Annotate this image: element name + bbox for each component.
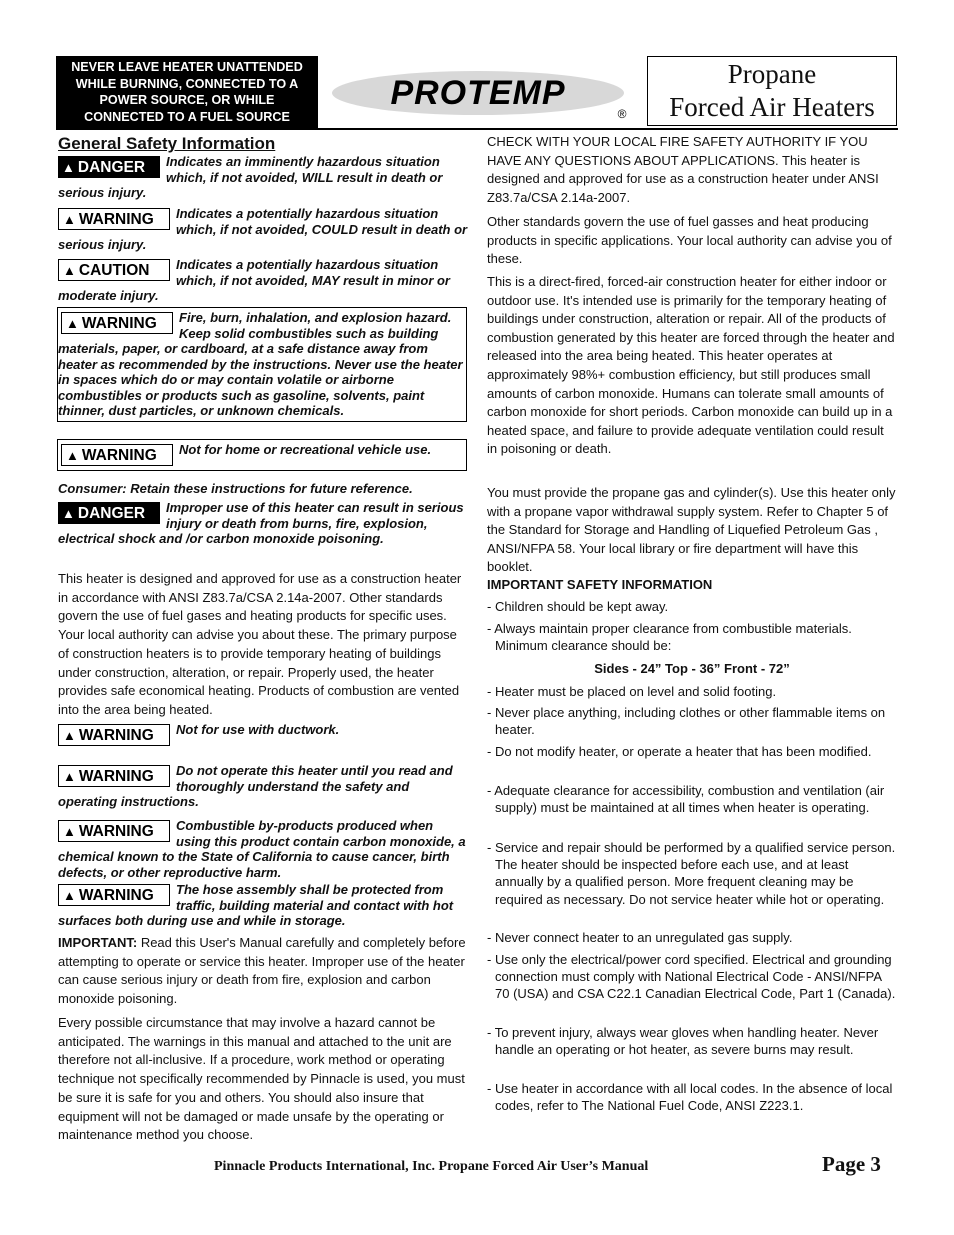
safety-bullet: - Never connect heater to an unregulated gas supply. xyxy=(487,930,793,945)
ductwork-warning: ▲ WARNING Not for use with ductwork. xyxy=(58,722,468,748)
warning-badge: ▲ WARNING xyxy=(58,724,170,746)
important-paragraph: IMPORTANT: Read this User's Manual carefully and completely before attempting to operate or service this heater. Improper use of the heater can cause serious injury or death from fire, explosion and carbon monoxide poisoning. xyxy=(58,935,466,1007)
warning-triangle-icon: ▲ xyxy=(62,160,75,175)
clearance-values: Sides - 24” Top - 36” Front - 72” xyxy=(594,661,790,676)
warning-definition: ▲ WARNING Indicates a potentially hazardous situation which, if not avoided, COULD result in death or serious injury. xyxy=(58,206,468,252)
home-use-warning: ▲ WARNING Not for home or recreational vehicle use. xyxy=(57,439,467,471)
safety-bullet: - Do not modify heater, or operate a heater that has been modified. xyxy=(487,744,872,759)
danger-badge: ▲ DANGER xyxy=(58,156,160,178)
logo-text: PROTEMP xyxy=(390,74,566,112)
important-label: IMPORTANT: xyxy=(58,935,138,950)
registered-mark: ® xyxy=(617,107,627,121)
warning-badge: ▲ WARNING xyxy=(61,312,173,334)
every-circumstance-paragraph: Every possible circumstance that may involve a hazard cannot be anticipated. The warnings in this manual and attached to the unit are therefore not all-inclusive. If a procedure, work method or operating technique not specifically recommended by Pinnacle is used, you must be sure it is safe for you and others. You should also insure that equipment will not be damaged or made unsafe by the operating or maintenance method you choose. xyxy=(58,1015,465,1143)
safety-bullet: - Always maintain proper clearance from combustible materials. Minimum clearance should be: xyxy=(487,621,852,654)
danger-definition: ▲ DANGER Indicates an imminently hazardous situation which, if not avoided, WILL result in death or serious injury. xyxy=(58,154,443,200)
safety-heading: IMPORTANT SAFETY INFORMATION xyxy=(487,577,713,592)
safety-bullet: - Children should be kept away. xyxy=(487,599,669,614)
fire-hazard-warning: ▲ WARNING Fire, burn, inhalation, and explosion hazard. Keep solid combustibles such as building materials, paper, or cardboard, at a safe distance away from heater as recommended by the instructions. Never use the heater in spaces which do or may contain volatile or airborne combustibles or products such as gasoline, solvents, paint thinner, dust particles, or unknown chemicals. xyxy=(57,307,467,422)
footer-text: Pinnacle Products International, Inc. Propane Forced Air User’s Manual xyxy=(214,1159,649,1174)
warning-line: POWER SOURCE, OR WHILE xyxy=(99,93,275,107)
direct-fired-paragraph: This is a direct-fired, forced-air construction heater for either indoor or outdoor use. It's intended use is primarily for the temporary heating of buildings under construction, alteration or repair. All of the products of combustion generated by this heater are forced through the heater and released into the area being heated. This heater operates at approximately 98%+ combustion efficiency, but still produces small amounts of carbon monoxide. Humans can tolerate small amounts of carbon monoxide for short periods. Carbon monoxide can build up in a heated space, and failure to provide adequate ventilation could result in poisoning or death. xyxy=(487,274,895,457)
warning-line: WHILE BURNING, CONNECTED TO A xyxy=(75,76,299,91)
warning-line: NEVER LEAVE HEATER UNATTENDED xyxy=(71,60,303,74)
propane-supply-paragraph: You must provide the propane gas and cylinder(s). Use this heater only with a propane vapor withdrawal supply system. Refer to Chapter 5 of the Standard for Storage and Handling of Liquefied Petroleum Gas , ANSI/NFPA 58. Your local library or fire department will have this booklet. xyxy=(487,485,896,575)
carbon-monoxide-warning: ▲ WARNING Combustible by-products produced when using this product contain carbon monoxide, a chemical known to the State of California to cause cancer, birth defects, or other reproductive harm. xyxy=(58,818,466,880)
protemp-logo xyxy=(330,66,635,122)
caution-badge: ▲ CAUTION xyxy=(58,259,170,281)
page-number: Page 3 xyxy=(822,1152,881,1176)
standards-paragraph: Other standards govern the use of fuel gasses and heat producing products in specific applications. Your local authority can advise you of these. xyxy=(487,214,892,267)
danger-badge: ▲ DANGER xyxy=(58,502,160,524)
section-title: General Safety Information xyxy=(58,134,276,153)
title-line: Forced Air Heaters xyxy=(669,92,875,122)
warning-badge: ▲ WARNING xyxy=(61,444,173,466)
warning-triangle-icon: ▲ xyxy=(63,824,76,839)
safety-bullet: - Use only the electrical/power cord specified. Electrical and grounding connection must comply with National Electrical Code - ANSI/NFPA 70 (USA) and CSA C22.1 Canadian Electrical Code, Part 1 (Canada). xyxy=(487,952,896,1002)
caution-definition: ▲ CAUTION Indicates a potentially hazardous situation which, if not avoided, MAY result in minor or moderate injury. xyxy=(58,257,450,303)
warning-triangle-icon: ▲ xyxy=(62,506,75,521)
hose-assembly-warning: ▲ WARNING The hose assembly shall be protected from traffic, building material and contact with hot surfaces both during use and while in storage. xyxy=(58,882,454,928)
warning-badge: ▲ WARNING xyxy=(58,820,170,842)
warning-line: CONNECTED TO A FUEL SOURCE xyxy=(84,109,290,124)
improper-use-danger: ▲ DANGER Improper use of this heater can result in serious injury or death from burns, fire, explosion, electrical shock and /or carbon monoxide poisoning. xyxy=(58,500,464,546)
safety-bullet: - Service and repair should be performed by a qualified service person. The heater should be inspected before each use, and at least annually by a qualified person. More frequent cleaning may be required as necessary. Do not service heater while hot or operating. xyxy=(487,840,896,907)
safety-bullet: - Use heater in accordance with all local codes. In the absence of local codes, refer to The National Fuel Code, ANSI Z223.1. xyxy=(487,1081,893,1114)
safety-bullet: - Adequate clearance for accessibility, combustion and ventilation (air supply) must be maintained at all times when heater is operating. xyxy=(487,783,885,816)
safety-bullet: - Heater must be placed on level and solid footing. xyxy=(487,684,777,699)
unattended-warning-box xyxy=(56,56,318,128)
warning-triangle-icon: ▲ xyxy=(63,728,76,743)
warning-badge: ▲ WARNING xyxy=(58,884,170,906)
warning-triangle-icon: ▲ xyxy=(63,212,76,227)
warning-triangle-icon: ▲ xyxy=(63,888,76,903)
warning-triangle-icon: ▲ xyxy=(63,769,76,784)
safety-bullet: - Never place anything, including clothes or other flammable items on heater. xyxy=(487,705,886,738)
warning-triangle-icon: ▲ xyxy=(66,316,79,331)
document-title xyxy=(647,56,897,126)
title-line: Propane xyxy=(727,59,817,89)
safety-bullet: - To prevent injury, always wear gloves when handling heater. Never handle an operating or hot heater, as severe burns may result. xyxy=(487,1025,879,1058)
consumer-note: Consumer: Retain these instructions for future reference. xyxy=(58,481,413,496)
fire-authority-paragraph: CHECK WITH YOUR LOCAL FIRE SAFETY AUTHORITY IF YOU HAVE ANY QUESTIONS ABOUT APPLICATIONS. This heater is designed and approved for use as a construction heater under ANSI Z83.7a/CSA 2.14a-2007. xyxy=(487,134,879,205)
warning-badge: ▲ WARNING xyxy=(58,208,170,230)
warning-badge: ▲ WARNING xyxy=(58,765,170,787)
read-manual-warning: ▲ WARNING Do not operate this heater until you read and thoroughly understand the safety and operating instructions. xyxy=(58,763,453,809)
warning-triangle-icon: ▲ xyxy=(66,448,79,463)
warning-triangle-icon: ▲ xyxy=(63,263,76,278)
designed-paragraph: This heater is designed and approved for use as a construction heater in accordance with ANSI Z83.7a/CSA 2.14a-2007. Other standards govern the use of fuel gases and heating products for specific uses. Your local authority can advise you about these. The primary purpose of construction heaters is to provide temporary heating of buildings under construction, alteration, or repair. Properly used, the heater provides safe economical heating. Products of combustion are vented into the area being heated. xyxy=(58,571,462,717)
header-rule xyxy=(56,128,898,130)
